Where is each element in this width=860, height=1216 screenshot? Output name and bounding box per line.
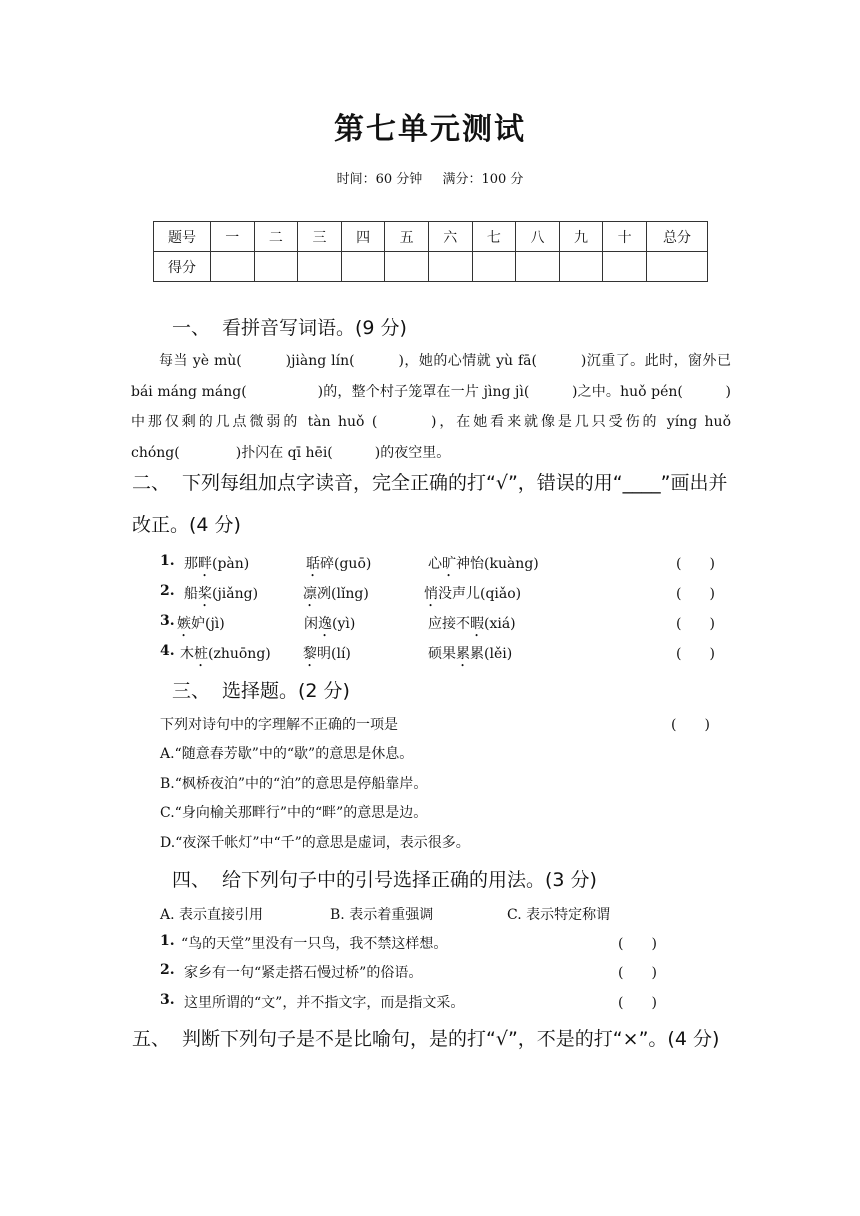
section-title: 下列每组加点字读音，完全正确的打“√”，错误的用“____”画出并改正。(4 分): [132, 472, 728, 536]
header-cell: 总分: [647, 222, 708, 252]
section-title: 给下列句子中的引号选择正确的用法。(3 分): [222, 869, 597, 891]
section-5-heading: [132, 1015, 732, 1063]
score-cell[interactable]: [516, 252, 560, 282]
header-cell: 九: [559, 222, 603, 252]
total-score: 满分：100 分: [442, 172, 524, 187]
section-title: 判断下列句子是不是比喻句，是的打“√”，不是的打“×”。(4 分): [182, 1028, 720, 1050]
header-cell: 六: [428, 222, 472, 252]
answer-blank[interactable]: ( ): [676, 586, 715, 602]
word-b: 黎明(lí): [303, 646, 351, 662]
section-number: 一、: [172, 317, 211, 339]
score-cell[interactable]: [647, 252, 708, 282]
header-cell: 七: [472, 222, 516, 252]
word-a: 木桩(zhuōng): [180, 646, 271, 662]
item-number: 1.: [160, 553, 175, 569]
section-3-heading: [172, 676, 350, 703]
score-cell[interactable]: [254, 252, 298, 282]
option-c: C.“身向榆关那畔行”中的“畔”的意思是边。: [160, 805, 428, 821]
answer-blank[interactable]: ( ): [676, 616, 715, 632]
choice-c: C. 表示特定称谓: [507, 907, 611, 923]
header-cell: 一: [211, 222, 255, 252]
section-2-heading: [132, 462, 732, 546]
answer-blank[interactable]: ( ): [618, 995, 657, 1011]
option-a: A.“随意春芳歇”中的“歇”的意思是休息。: [160, 746, 414, 762]
item-number: 2.: [160, 962, 175, 978]
header-cell: 题号: [154, 222, 211, 252]
header-cell: 三: [298, 222, 342, 252]
score-label-cell: 得分: [154, 252, 211, 282]
section-title: 选择题。(2 分): [222, 680, 350, 702]
header-cell: 二: [254, 222, 298, 252]
section-1-heading: [172, 313, 407, 340]
item-text: 这里所谓的“文”，并不指文字，而是指文采。: [184, 995, 465, 1011]
option-b: B.“枫桥夜泊”中的“泊”的意思是停船靠岸。: [160, 776, 428, 792]
page-title: 第七单元测试: [334, 112, 526, 147]
option-d: D.“夜深千帐灯”中“千”的意思是虚词，表示很多。: [160, 835, 470, 851]
answer-blank[interactable]: ( ): [676, 646, 715, 662]
score-cell[interactable]: [559, 252, 603, 282]
section-number: 四、: [172, 869, 211, 891]
section-number: 三、: [172, 680, 211, 702]
item-number: 2.: [160, 583, 175, 599]
word-c: 硕果累累(lěi): [428, 646, 513, 662]
answer-blank[interactable]: ( ): [618, 965, 657, 981]
score-cell[interactable]: [385, 252, 429, 282]
word-a: 船桨(jiǎng): [184, 586, 259, 602]
word-c: 应接不暇(xiá): [428, 616, 516, 632]
item-number: 1.: [160, 933, 175, 949]
score-table-header-row: [154, 222, 708, 252]
word-a: 那畔(pàn): [184, 556, 250, 572]
exam-info: [0, 168, 860, 187]
choice-a: A. 表示直接引用: [160, 907, 264, 923]
question-text: 下列对诗句中的字理解不正确的一项是: [160, 717, 398, 733]
section-title: 看拼音写词语。(9 分): [222, 317, 407, 339]
word-b: 凛冽(lǐng): [303, 586, 369, 602]
word-c: 心旷神怡(kuàng): [428, 556, 539, 572]
header-cell: 五: [385, 222, 429, 252]
section-number: 五、: [132, 1028, 171, 1050]
word-b: 闲逸(yì): [304, 616, 356, 632]
item-text: 家乡有一句“紧走搭石慢过桥”的俗语。: [184, 965, 423, 981]
score-cell[interactable]: [603, 252, 647, 282]
score-cell[interactable]: [341, 252, 385, 282]
choice-b: B. 表示着重强调: [330, 907, 434, 923]
score-cell[interactable]: [472, 252, 516, 282]
answer-blank[interactable]: ( ): [676, 556, 715, 572]
section-1-passage: 每当 yè mù( )jiàng lín( )，她的心情就 yù fā( )沉重了。此时，窗外已 bái máng máng( )的，整个村子笼罩在一片 jìng jì( )之中。huǒ pén( )中那仅剩的几点微弱的 tàn huǒ ( )，在她看来就像是几只受伤的 yíng huǒ chóng( )扑闪在 qī hēi( )的夜空里。: [131, 353, 731, 461]
answer-blank[interactable]: ( ): [671, 717, 710, 733]
header-cell: 八: [516, 222, 560, 252]
header-cell: 四: [341, 222, 385, 252]
time-limit: 时间：60 分钟: [336, 172, 423, 187]
item-number: 3.: [160, 613, 175, 629]
answer-blank[interactable]: ( ): [618, 936, 657, 952]
item-number: 4.: [160, 643, 175, 659]
score-cell[interactable]: [211, 252, 255, 282]
item-number: 3.: [160, 992, 175, 1008]
section-number: 二、: [132, 472, 171, 494]
score-table: [153, 221, 708, 282]
word-c: 悄没声儿(qiǎo): [424, 586, 522, 602]
word-a: 嫉妒(jì): [177, 616, 225, 632]
score-cell[interactable]: [298, 252, 342, 282]
score-cell[interactable]: [428, 252, 472, 282]
score-table-score-row: [154, 252, 708, 282]
section-4-heading: [172, 865, 597, 892]
word-b: 聒碎(guō): [306, 556, 372, 572]
header-cell: 十: [603, 222, 647, 252]
item-text: “鸟的天堂”里没有一只鸟，我不禁这样想。: [181, 936, 448, 952]
